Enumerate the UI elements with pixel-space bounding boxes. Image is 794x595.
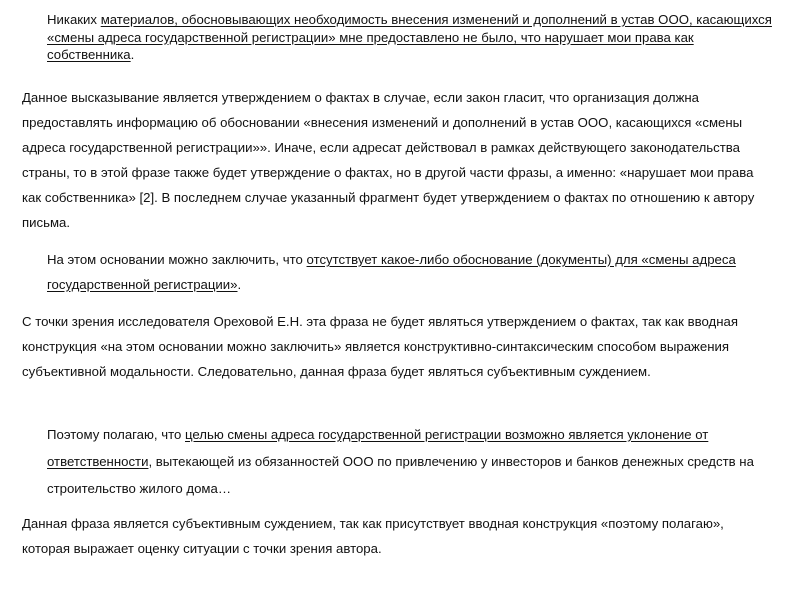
quote-underlined-text: целью смены адреса государственной регистрации возможно является уклонение от ответственности bbox=[47, 427, 709, 469]
quote-paragraph-2 bbox=[47, 247, 777, 297]
analysis-text: Данная фраза является субъективным суждением, так как присутствует вводная конструкция «поэтому полагаю», которая выражает оценку ситуации с точки зрения автора. bbox=[22, 516, 724, 556]
quote-lead-text: На этом основании можно заключить, что bbox=[47, 252, 307, 267]
quote-lead-text: Никаких bbox=[47, 12, 101, 27]
quote-paragraph-3 bbox=[47, 421, 777, 502]
quote-paragraph-1 bbox=[47, 11, 777, 64]
analysis-paragraph-2 bbox=[22, 309, 774, 384]
analysis-text: С точки зрения исследователя Ореховой Е.Н. эта фраза не будет являться утверждением о фактах, так как вводная конструкция «на этом основании можно заключить» является конструктивно-синтаксическим способом выражения субъективной модальности. Следовательно, данная фраза будет являться субъективным суждением. bbox=[22, 314, 738, 379]
quote-underlined-text: материалов, обосновывающих необходимость внесения изменений и дополнений в устав ООО, касающихся «смены адреса государственной регистрации» мне предоставлено не было, что нарушает мои права как собственника bbox=[47, 12, 772, 62]
quote-text bbox=[47, 421, 777, 502]
quote-lead-text: Поэтому полагаю, что bbox=[47, 427, 185, 442]
analysis-paragraph-3 bbox=[22, 511, 774, 561]
quote-text bbox=[47, 11, 777, 64]
quote-underlined-text: отсутствует какое-либо обоснование (документы) для «смены адреса государственной регистрации» bbox=[47, 252, 736, 292]
analysis-paragraph-1 bbox=[22, 85, 774, 235]
quote-text bbox=[47, 247, 777, 297]
quote-tail-text: . bbox=[130, 47, 135, 62]
quote-tail-text: . bbox=[237, 277, 242, 292]
analysis-text: Данное высказывание является утверждением о фактах в случае, если закон гласит, что организация должна предоставлять информацию об обосновании «внесения изменений и дополнений в устав ООО, касающихся «смены адреса государственной регистрации»». Иначе, если адресат действовал в рамках действующего законодательства страны, то в этой фразе также будет утверждение о фактах, но в другой части фразы, а именно: «нарушает мои права как собственника» [2]. В последнем случае указанный фрагмент будет утверждением о фактах по отношению к автору письма. bbox=[22, 90, 755, 230]
quote-tail-text: , вытекающей из обязанностей ООО по привлечению у инвесторов и банков денежных средств на строительство жилого дома… bbox=[47, 454, 754, 496]
